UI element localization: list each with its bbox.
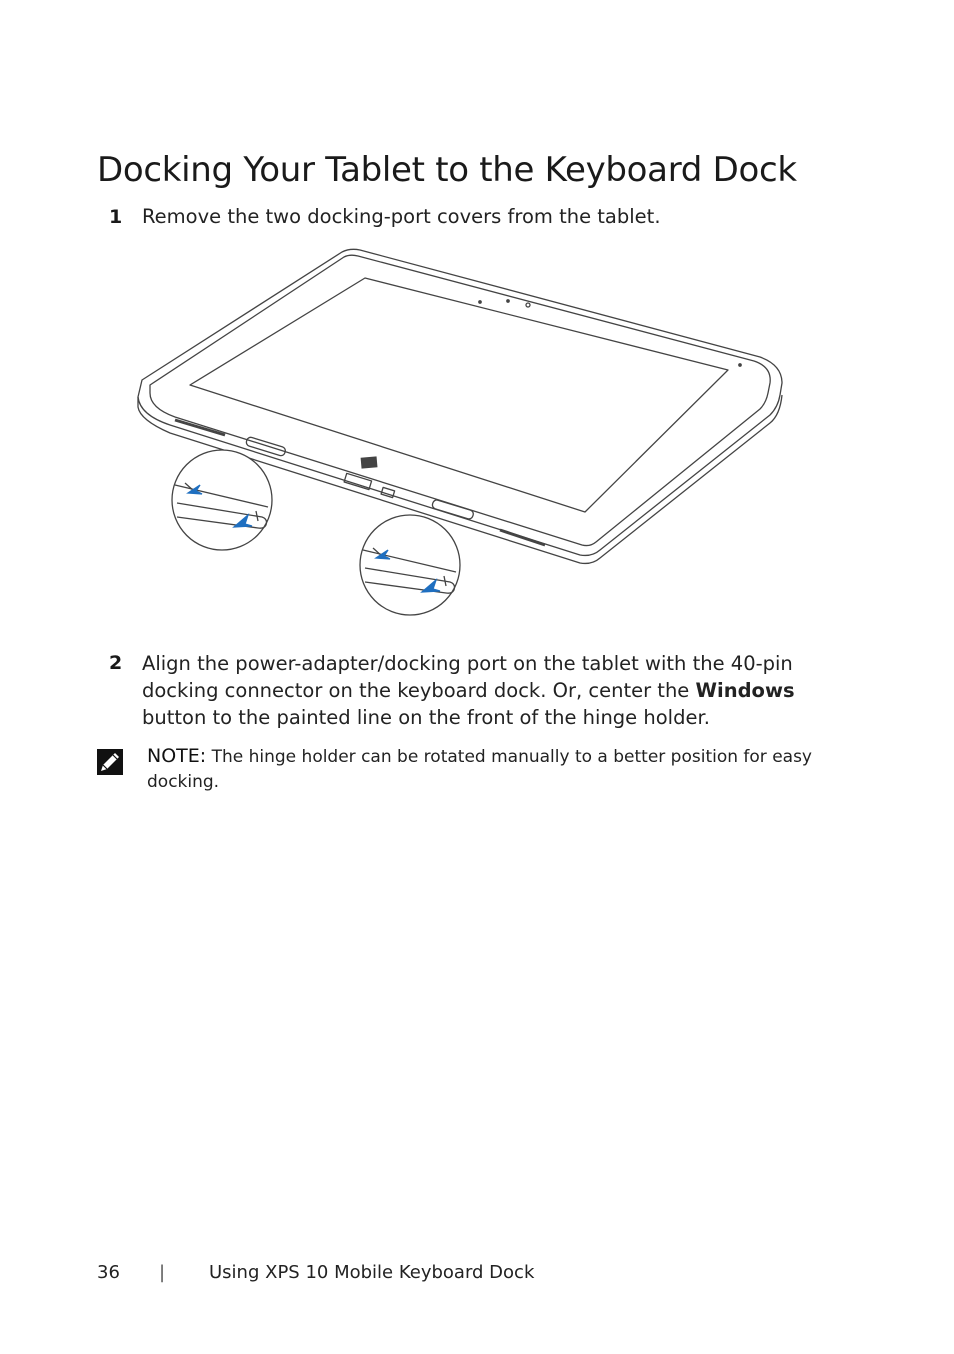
step-2-text-before: Align the power-adapter/docking port on the tablet with the 40-pin docking connector on the keyboard dock. Or, center the (142, 652, 793, 702)
tablet-illustration (130, 245, 790, 620)
callout-port-cover-right (360, 515, 460, 615)
footer-section-title: Using XPS 10 Mobile Keyboard Dock (209, 1262, 535, 1283)
page-number: 36 (97, 1262, 120, 1283)
step-2-number: 2 (109, 652, 123, 674)
step-1-number: 1 (109, 206, 123, 228)
page-title: Docking Your Tablet to the Keyboard Dock (97, 150, 797, 190)
windows-button-icon (361, 456, 378, 468)
note-text: The hinge holder can be rotated manually to a better position for easy docking. (147, 747, 812, 792)
step-1-text: Remove the two docking-port covers from the tablet. (142, 205, 661, 228)
step-2-windows-label: Windows (695, 679, 795, 702)
note-pencil-icon (96, 748, 124, 776)
note (147, 744, 827, 795)
tablet-screen (190, 278, 728, 512)
callout-port-cover-left (172, 450, 272, 550)
note-label: NOTE: (147, 745, 207, 767)
step-2-text (142, 650, 842, 731)
footer-separator: | (159, 1262, 166, 1283)
step-2-text-after: button to the painted line on the front of the hinge holder. (142, 706, 710, 729)
